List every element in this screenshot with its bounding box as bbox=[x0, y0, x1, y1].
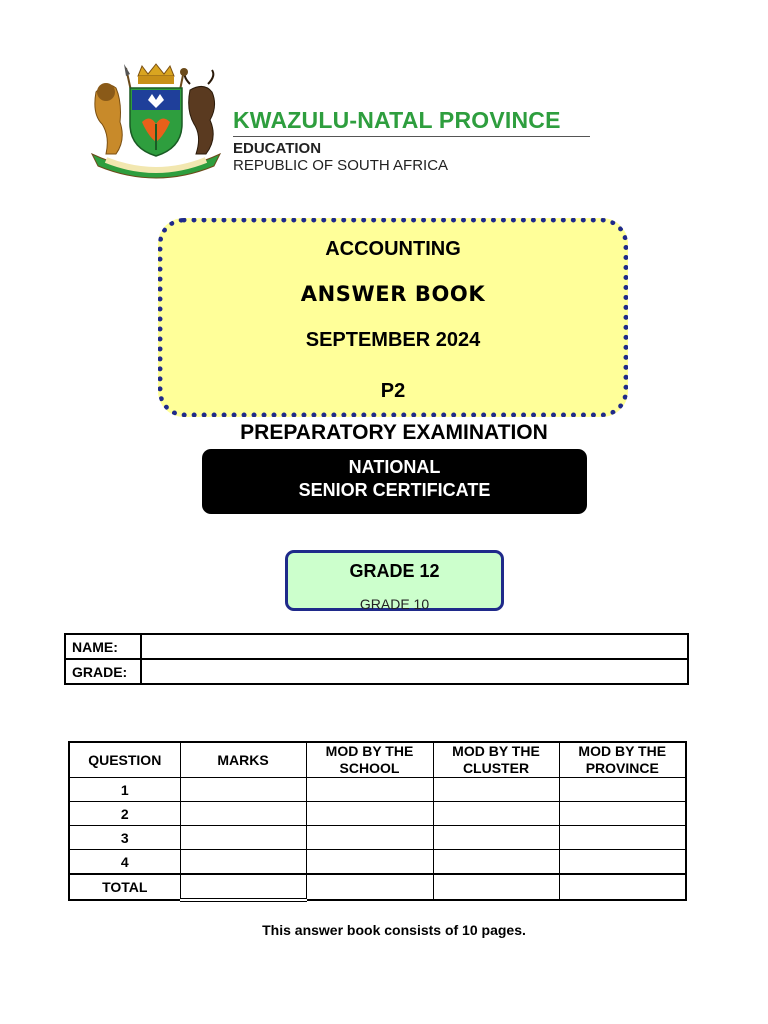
grade-sub-label: GRADE 10 bbox=[359, 596, 430, 612]
title-box bbox=[158, 218, 628, 417]
answer-book-title: ANSWER BOOK bbox=[300, 282, 486, 306]
question-number: 2 bbox=[69, 802, 180, 826]
mod-province-cell[interactable] bbox=[559, 826, 686, 850]
marks-cell[interactable] bbox=[180, 826, 306, 850]
table-row bbox=[69, 802, 686, 826]
name-row bbox=[65, 634, 688, 659]
header-question: QUESTION bbox=[69, 742, 180, 778]
coat-of-arms-icon bbox=[86, 62, 226, 180]
paper-number: P2 bbox=[380, 380, 406, 402]
total-mod-cluster-cell[interactable] bbox=[433, 874, 559, 900]
exam-date: SEPTEMBER 2024 bbox=[305, 329, 481, 351]
province-title: KWAZULU-NATAL PROVINCE bbox=[233, 107, 561, 133]
page-count-note: This answer book consists of 10 pages. bbox=[262, 922, 526, 938]
mod-school-cell[interactable] bbox=[306, 850, 433, 875]
table-row bbox=[69, 850, 686, 875]
grade-box bbox=[285, 550, 504, 611]
mod-cluster-cell[interactable] bbox=[433, 778, 559, 802]
total-label: TOTAL bbox=[69, 874, 180, 900]
header-divider bbox=[233, 136, 590, 137]
question-number: 3 bbox=[69, 826, 180, 850]
total-row bbox=[69, 874, 686, 900]
question-number: 4 bbox=[69, 850, 180, 875]
exam-title: PREPARATORY EXAMINATION bbox=[240, 421, 548, 444]
table-row bbox=[69, 826, 686, 850]
mod-cluster-cell[interactable] bbox=[433, 826, 559, 850]
grade-main-label: GRADE 12 bbox=[349, 561, 440, 581]
grade-label: GRADE: bbox=[65, 659, 141, 684]
country-label: REPUBLIC OF SOUTH AFRICA bbox=[233, 157, 449, 174]
department-label: EDUCATION bbox=[233, 140, 322, 157]
name-label: NAME: bbox=[65, 634, 141, 659]
certificate-line-1: NATIONAL bbox=[348, 457, 441, 477]
certificate-line-2: SENIOR CERTIFICATE bbox=[298, 480, 491, 500]
header-mod-province: MOD BY THE PROVINCE bbox=[559, 742, 686, 778]
header-mod-cluster: MOD BY THE CLUSTER bbox=[433, 742, 559, 778]
grade-row bbox=[65, 659, 688, 684]
total-mod-school-cell[interactable] bbox=[306, 874, 433, 900]
total-mod-province-cell[interactable] bbox=[559, 874, 686, 900]
mod-cluster-cell[interactable] bbox=[433, 802, 559, 826]
mod-school-cell[interactable] bbox=[306, 778, 433, 802]
marks-cell[interactable] bbox=[180, 778, 306, 802]
mod-province-cell[interactable] bbox=[559, 850, 686, 875]
total-marks-cell[interactable] bbox=[180, 874, 306, 900]
grade-field[interactable] bbox=[141, 659, 688, 684]
subject-title: ACCOUNTING bbox=[325, 238, 461, 260]
marks-cell[interactable] bbox=[180, 850, 306, 875]
marks-cell[interactable] bbox=[180, 802, 306, 826]
mod-school-cell[interactable] bbox=[306, 826, 433, 850]
certificate-banner bbox=[202, 449, 587, 514]
mod-province-cell[interactable] bbox=[559, 778, 686, 802]
mod-cluster-cell[interactable] bbox=[433, 850, 559, 875]
learner-info-table bbox=[64, 633, 689, 685]
mod-school-cell[interactable] bbox=[306, 802, 433, 826]
name-field[interactable] bbox=[141, 634, 688, 659]
table-row bbox=[69, 778, 686, 802]
marks-header-row bbox=[69, 742, 686, 778]
mod-province-cell[interactable] bbox=[559, 802, 686, 826]
question-number: 1 bbox=[69, 778, 180, 802]
marks-table bbox=[68, 741, 687, 902]
header-mod-school: MOD BY THE SCHOOL bbox=[306, 742, 433, 778]
header-marks: MARKS bbox=[180, 742, 306, 778]
